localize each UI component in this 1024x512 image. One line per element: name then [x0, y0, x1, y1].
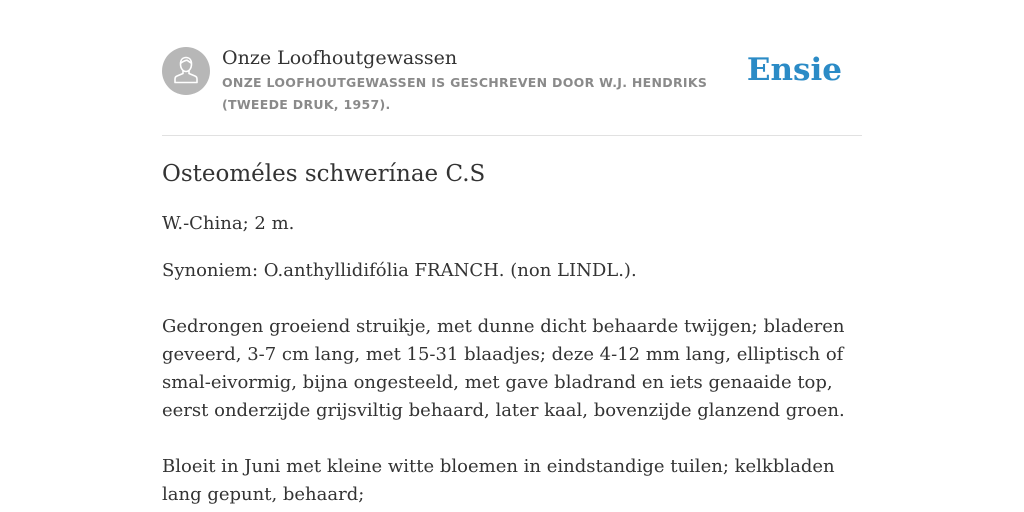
- entry-title: Osteoméles schwerínae C.S: [162, 161, 486, 187]
- user-placeholder-icon: [162, 47, 210, 95]
- book-header: [162, 46, 862, 136]
- entry-paragraph-flowering: Bloeit in Juni met kleine witte bloemen in eindstandige tuilen; kelkbladen lang gepunt, behaard;: [162, 456, 835, 505]
- entry-content: [162, 156, 862, 509]
- ensie-logo-link[interactable]: Ensie: [746, 52, 842, 88]
- entry-paragraph-synonym: Synoniem: O.anthyllidifólia FRANCH. (non LINDL.).: [162, 260, 637, 281]
- entry-paragraph-origin: W.-China; 2 m.: [162, 213, 295, 234]
- book-title[interactable]: Onze Loofhoutgewassen: [222, 47, 458, 69]
- header-divider: [162, 135, 862, 136]
- book-description: ONZE LOOFHOUTGEWASSEN IS GESCHREVEN DOOR W.J. HENDRIKS (TWEEDE DRUK, 1957).: [222, 75, 708, 112]
- author-avatar[interactable]: [162, 47, 210, 95]
- entry-paragraph-description: Gedrongen groeiend struikje, met dunne dicht behaarde twijgen; bladeren geveerd, 3-7 cm lang, met 15-31 blaadjes; deze 4-12 mm lang, elliptisch of smal-eivormig, bijna ongesteeld, met gave bladrand en iets genaaide top, eerst onderzijde grijsviltig behaard, later kaal, bovenzijde glanzend groen.: [162, 316, 845, 421]
